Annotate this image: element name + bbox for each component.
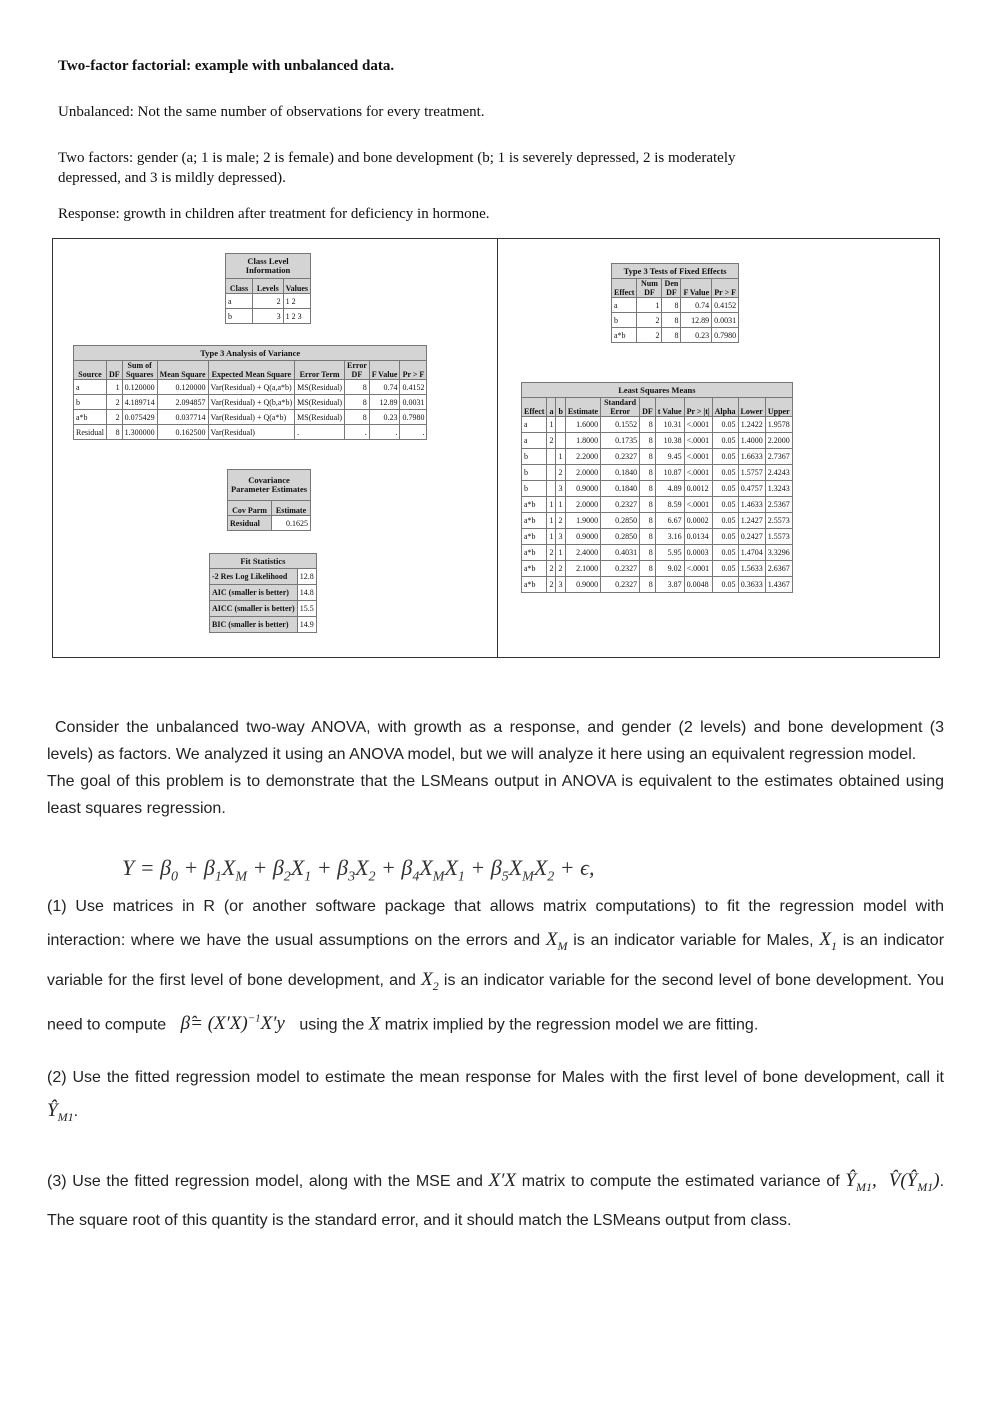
table-cell: 3.16 bbox=[655, 529, 684, 545]
q1-text-b: is an indicator variable for Males, bbox=[573, 932, 814, 949]
table-cell: 3 bbox=[556, 481, 565, 497]
header-cell: Alpha bbox=[712, 398, 738, 417]
table-cell: 14.8 bbox=[297, 585, 316, 601]
table-cell: 1.4367 bbox=[765, 577, 792, 593]
table-cell: 1.300000 bbox=[122, 425, 157, 440]
table-cell: 0.1840 bbox=[601, 465, 640, 481]
table-cell: 0.1840 bbox=[601, 481, 640, 497]
response-text: Response: growth in children after treatment for deficiency in hormone. bbox=[58, 206, 490, 222]
table-cell: . bbox=[400, 425, 427, 440]
table-cell: 1 2 bbox=[283, 294, 310, 309]
table-row bbox=[226, 294, 311, 309]
table-cell: 1 bbox=[547, 513, 556, 529]
table-cell: 2 bbox=[556, 561, 565, 577]
table-cell: <.0001 bbox=[684, 497, 712, 513]
table-cell: Var(Residual) + Q(a,a*b) bbox=[208, 380, 295, 395]
table-cell: 8 bbox=[345, 395, 370, 410]
header-cell: Cov Parm bbox=[228, 501, 272, 516]
table-row bbox=[522, 497, 793, 513]
table-cell: 9.45 bbox=[655, 449, 684, 465]
table-cell: 15.5 bbox=[297, 601, 316, 617]
table-cell: 10.31 bbox=[655, 417, 684, 433]
table-cell: AIC (smaller is better) bbox=[210, 585, 298, 601]
table-cell: 0.05 bbox=[712, 513, 738, 529]
table-cell: 0.0031 bbox=[400, 395, 427, 410]
table-cell: 0.0031 bbox=[712, 313, 739, 328]
table-cell: 0.05 bbox=[712, 465, 738, 481]
table-cell: 0.120000 bbox=[157, 380, 208, 395]
table-cell: 2 bbox=[253, 294, 284, 309]
table-cell: 4.189714 bbox=[122, 395, 157, 410]
q1-text-c: is an indicator variable for the first level of bone development, and bbox=[47, 932, 945, 989]
table-cell: 1 bbox=[556, 497, 565, 513]
header-cell: Mean Square bbox=[157, 361, 208, 380]
header-cell: Pr > |t| bbox=[684, 398, 712, 417]
table-cell: 2.2000 bbox=[765, 433, 792, 449]
table-cell: 8 bbox=[640, 417, 656, 433]
header-cell: b bbox=[556, 398, 565, 417]
table-cell: 0.2850 bbox=[601, 513, 640, 529]
table-cell: 0.2850 bbox=[601, 529, 640, 545]
table-row bbox=[522, 577, 793, 593]
fit-caption: Fit Statistics bbox=[210, 554, 317, 569]
table-cell: 0.037714 bbox=[157, 410, 208, 425]
table-cell: b bbox=[522, 465, 547, 481]
table-cell: 0.05 bbox=[712, 449, 738, 465]
table-cell: 0.05 bbox=[712, 433, 738, 449]
table-cell: 3 bbox=[556, 577, 565, 593]
table-cell: 1.6000 bbox=[565, 417, 600, 433]
table-cell: 0.0134 bbox=[684, 529, 712, 545]
table-cell bbox=[556, 433, 565, 449]
table-cell: 2.4243 bbox=[765, 465, 792, 481]
table-cell: 3.3296 bbox=[765, 545, 792, 561]
header-cell: Sum of Squares bbox=[122, 361, 157, 380]
header-cell: Standard Error bbox=[601, 398, 640, 417]
table-cell: 0.2427 bbox=[738, 529, 765, 545]
table-cell bbox=[547, 465, 556, 481]
table-cell: 8 bbox=[345, 410, 370, 425]
table-row bbox=[522, 561, 793, 577]
table-cell: b bbox=[522, 449, 547, 465]
table-cell: 6.67 bbox=[655, 513, 684, 529]
table-cell: 0.74 bbox=[369, 380, 400, 395]
table-cell bbox=[547, 449, 556, 465]
table-cell: 0.0048 bbox=[684, 577, 712, 593]
table-cell: 3 bbox=[556, 529, 565, 545]
table-cell: 2.094857 bbox=[157, 395, 208, 410]
x-1-symbol: $X_1$ bbox=[819, 929, 837, 953]
table-cell: . bbox=[295, 425, 345, 440]
table-cell: MS(Residual) bbox=[295, 410, 345, 425]
anova-caption: Type 3 Analysis of Variance bbox=[74, 346, 427, 361]
table-cell: 0.3633 bbox=[738, 577, 765, 593]
header-cell: Effect bbox=[522, 398, 547, 417]
table-cell: 0.1625 bbox=[272, 516, 311, 531]
table-cell: Residual bbox=[74, 425, 107, 440]
table-cell: 2 bbox=[547, 545, 556, 561]
table-cell: 0.9000 bbox=[565, 577, 600, 593]
table-cell: 1 bbox=[547, 417, 556, 433]
table-cell: <.0001 bbox=[684, 449, 712, 465]
table-cell: 0.05 bbox=[712, 529, 738, 545]
x-2-symbol: $X_2$ bbox=[421, 968, 439, 993]
table-cell: <.0001 bbox=[684, 417, 712, 433]
header-cell: a bbox=[547, 398, 556, 417]
table-cell: 2 bbox=[556, 513, 565, 529]
table-cell: 2 bbox=[547, 577, 556, 593]
table-row bbox=[210, 617, 317, 633]
question-2: (2) Use the fitted regression model to estimate the mean response for Males with the first level of bone development, call it $Ŷ_{M1}$. bbox=[47, 1068, 944, 1124]
table-row bbox=[210, 601, 317, 617]
table-cell: 0.05 bbox=[712, 497, 738, 513]
q1-text-e: using the bbox=[299, 1015, 365, 1033]
x-matrix-symbol: X bbox=[368, 1012, 381, 1034]
type3-tests-table bbox=[611, 263, 739, 343]
table-cell: a*b bbox=[522, 545, 547, 561]
header-cell: Source bbox=[74, 361, 107, 380]
table-cell: 0.2327 bbox=[601, 449, 640, 465]
table-cell: 2.0000 bbox=[565, 465, 600, 481]
table-cell: 0.05 bbox=[712, 417, 738, 433]
table-row bbox=[522, 481, 793, 497]
covparm-caption: Covariance Parameter Estimates bbox=[228, 470, 311, 501]
table-cell: 0.4757 bbox=[738, 481, 765, 497]
table-cell: a*b bbox=[74, 410, 107, 425]
table-cell: a*b bbox=[522, 513, 547, 529]
table-cell: 0.05 bbox=[712, 561, 738, 577]
table-cell: a*b bbox=[522, 497, 547, 513]
table-cell: 4.89 bbox=[655, 481, 684, 497]
table-cell: 0.1552 bbox=[601, 417, 640, 433]
table-cell: 10.87 bbox=[655, 465, 684, 481]
question-1 bbox=[47, 890, 944, 1041]
table-cell: a*b bbox=[612, 328, 637, 343]
table-row bbox=[210, 585, 317, 601]
table-row bbox=[612, 313, 739, 328]
table-cell: <.0001 bbox=[684, 465, 712, 481]
table-cell: a bbox=[74, 380, 107, 395]
beta-hat-formula: β̂= $(X'X)^{-1}X'y$ bbox=[180, 1012, 285, 1034]
xtx-symbol: X′X bbox=[488, 1169, 517, 1191]
y-hat-m1-symbol-2: $Ŷ_{M1}$, $V̂(Ŷ_{M1})$ bbox=[845, 1169, 940, 1194]
table-cell: 0.9000 bbox=[565, 529, 600, 545]
q2-text-a: (2) Use the fitted regression model to estimate the mean response for Males with the first level of bone development, call it bbox=[47, 1068, 944, 1086]
table-row bbox=[74, 395, 427, 410]
header-cell: F Value bbox=[369, 361, 400, 380]
table-cell: 5.95 bbox=[655, 545, 684, 561]
table-cell: 8 bbox=[640, 433, 656, 449]
table-cell: 1 bbox=[637, 298, 662, 313]
header-cell: Levels bbox=[253, 279, 284, 294]
table-cell: 0.075429 bbox=[122, 410, 157, 425]
q3-text-c: . The square root of this quantity is the standard error, and it should match the LSMeans output from class. bbox=[47, 1172, 945, 1229]
table-cell: 8 bbox=[640, 481, 656, 497]
table-cell: 3 bbox=[253, 309, 284, 324]
table-cell: 8 bbox=[640, 465, 656, 481]
table-cell: Var(Residual) + Q(a*b) bbox=[208, 410, 295, 425]
table-row bbox=[74, 380, 427, 395]
table-row bbox=[522, 417, 793, 433]
table-cell: 1.8000 bbox=[565, 433, 600, 449]
table-cell: 0.9000 bbox=[565, 481, 600, 497]
table-row bbox=[226, 309, 311, 324]
table-cell: 0.2327 bbox=[601, 577, 640, 593]
table-cell: 1.4633 bbox=[738, 497, 765, 513]
anova-table bbox=[73, 345, 427, 440]
table-cell: 8.59 bbox=[655, 497, 684, 513]
table-cell: b bbox=[226, 309, 253, 324]
table-cell: a bbox=[226, 294, 253, 309]
table-row bbox=[522, 545, 793, 561]
table-cell: 0.0003 bbox=[684, 545, 712, 561]
lsmeans-rows bbox=[522, 417, 793, 593]
table-cell: 1.5633 bbox=[738, 561, 765, 577]
class-level-table bbox=[225, 253, 311, 324]
table-row bbox=[74, 425, 427, 440]
table-cell: 1.2427 bbox=[738, 513, 765, 529]
table-cell: 0.7980 bbox=[400, 410, 427, 425]
y-hat-m1-symbol: $Ŷ_{M1}$ bbox=[47, 1099, 74, 1124]
table-cell: 2.7367 bbox=[765, 449, 792, 465]
table-row bbox=[522, 529, 793, 545]
table-cell: 2 bbox=[556, 465, 565, 481]
table-row bbox=[74, 410, 427, 425]
table-cell: 2 bbox=[547, 433, 556, 449]
table-cell: 2 bbox=[637, 313, 662, 328]
table-cell: 1.2422 bbox=[738, 417, 765, 433]
box-divider bbox=[497, 239, 498, 657]
table-cell: BIC (smaller is better) bbox=[210, 617, 298, 633]
table-cell: 1.5573 bbox=[765, 529, 792, 545]
table-cell: Var(Residual) bbox=[208, 425, 295, 440]
table-cell: 12.89 bbox=[681, 313, 712, 328]
table-cell: 1 2 3 bbox=[283, 309, 310, 324]
table-cell: a bbox=[612, 298, 637, 313]
table-cell: 1.3243 bbox=[765, 481, 792, 497]
header-cell: Expected Mean Square bbox=[208, 361, 295, 380]
table-cell: 1 bbox=[556, 449, 565, 465]
table-cell: 8 bbox=[640, 449, 656, 465]
table-cell: 1 bbox=[556, 545, 565, 561]
table-cell: 10.38 bbox=[655, 433, 684, 449]
table-cell: b bbox=[612, 313, 637, 328]
header-cell: Den DF bbox=[662, 279, 681, 298]
table-cell: MS(Residual) bbox=[295, 395, 345, 410]
fit-statistics-table bbox=[209, 553, 317, 633]
table-cell: 8 bbox=[662, 298, 681, 313]
q1-text-d: is an indicator variable for the second level of bone development. You need to compute bbox=[47, 971, 944, 1033]
header-cell: F Value bbox=[681, 279, 712, 298]
table-cell: 2 bbox=[637, 328, 662, 343]
table-cell: AICC (smaller is better) bbox=[210, 601, 298, 617]
header-cell: DF bbox=[640, 398, 656, 417]
table-cell: -2 Res Log Likelihood bbox=[210, 569, 298, 585]
sas-output-box bbox=[52, 238, 940, 658]
header-cell: Num DF bbox=[637, 279, 662, 298]
table-cell: 0.0002 bbox=[684, 513, 712, 529]
table-cell: 1.9000 bbox=[565, 513, 600, 529]
table-cell: 12.89 bbox=[369, 395, 400, 410]
table-cell: . bbox=[369, 425, 400, 440]
table-cell: 14.9 bbox=[297, 617, 316, 633]
header-cell: Class bbox=[226, 279, 253, 294]
table-cell: 1.9578 bbox=[765, 417, 792, 433]
table-row bbox=[522, 465, 793, 481]
table-cell: b bbox=[74, 395, 107, 410]
table-cell bbox=[556, 417, 565, 433]
table-row bbox=[522, 433, 793, 449]
table-cell: 0.05 bbox=[712, 545, 738, 561]
x-m-symbol: $X_M$ bbox=[545, 929, 568, 953]
table-cell: a bbox=[522, 433, 547, 449]
table-cell: 8 bbox=[640, 561, 656, 577]
table-cell: 9.02 bbox=[655, 561, 684, 577]
question-3 bbox=[47, 1164, 944, 1237]
regression-equation: $Y = \beta_0 + \beta_1X_M + \beta_2X_1 + \beta_3X_2 + \beta_4X_MX_1 + \beta_5X_MX_2 + \epsilon$, bbox=[122, 855, 595, 885]
table-cell: Residual bbox=[228, 516, 272, 531]
table-cell: 1 bbox=[107, 380, 123, 395]
header-cell: Effect bbox=[612, 279, 637, 298]
table-cell: a*b bbox=[522, 561, 547, 577]
table-cell: 1.5757 bbox=[738, 465, 765, 481]
table-cell: 8 bbox=[107, 425, 123, 440]
table-cell: 1.6633 bbox=[738, 449, 765, 465]
factors-text: Two factors: gender (a; 1 is male; 2 is female) and bone development (b; 1 is severely depressed, 2 is moderately depressed, and 3 is mildly depressed). bbox=[58, 150, 736, 186]
problem-goal: The goal of this problem is to demonstrate that the LSMeans output in ANOVA is equivalent to the estimates obtained using least squares regression. bbox=[47, 773, 944, 817]
table-cell: 0.162500 bbox=[157, 425, 208, 440]
unbalanced-text: Unbalanced: Not the same number of observations for every treatment. bbox=[58, 104, 485, 120]
table-cell: b bbox=[522, 481, 547, 497]
covparm-table bbox=[227, 469, 311, 531]
table-cell: Var(Residual) + Q(b,a*b) bbox=[208, 395, 295, 410]
header-cell: Error Term bbox=[295, 361, 345, 380]
header-cell: Values bbox=[283, 279, 310, 294]
table-cell: 0.23 bbox=[681, 328, 712, 343]
table-cell: 12.8 bbox=[297, 569, 316, 585]
table-row bbox=[522, 449, 793, 465]
table-cell: 0.2327 bbox=[601, 561, 640, 577]
table-cell: 0.4031 bbox=[601, 545, 640, 561]
table-cell: 0.2327 bbox=[601, 497, 640, 513]
table-cell: 0.4152 bbox=[400, 380, 427, 395]
table-cell: 8 bbox=[640, 577, 656, 593]
table-row bbox=[210, 569, 317, 585]
table-cell: 0.05 bbox=[712, 577, 738, 593]
table-cell: 2.4000 bbox=[565, 545, 600, 561]
table-cell: 8 bbox=[640, 513, 656, 529]
table-cell: <.0001 bbox=[684, 561, 712, 577]
table-cell: 1.4000 bbox=[738, 433, 765, 449]
table-cell: 0.05 bbox=[712, 481, 738, 497]
intro-section bbox=[58, 56, 958, 224]
lsmeans-table bbox=[521, 382, 793, 593]
header-cell: Pr > F bbox=[400, 361, 427, 380]
table-row bbox=[228, 516, 311, 531]
table-cell: 2 bbox=[547, 561, 556, 577]
table-cell: a*b bbox=[522, 529, 547, 545]
table-cell: a bbox=[522, 417, 547, 433]
class-level-caption: Class Level Information bbox=[226, 254, 311, 279]
problem-intro: Consider the unbalanced two-way ANOVA, with growth as a response, and gender (2 levels) and bone development (3 levels) as factors. We analyzed it using an ANOVA model, but we will analyze it here using an equivalent regression model. bbox=[47, 719, 944, 763]
table-cell: a*b bbox=[522, 577, 547, 593]
table-cell: 0.4152 bbox=[712, 298, 739, 313]
table-cell: 8 bbox=[662, 313, 681, 328]
header-cell: Lower bbox=[738, 398, 765, 417]
header-cell: Error DF bbox=[345, 361, 370, 380]
header-cell: Estimate bbox=[565, 398, 600, 417]
problem-section bbox=[47, 714, 944, 1237]
table-row bbox=[522, 513, 793, 529]
table-cell: 0.120000 bbox=[122, 380, 157, 395]
table-cell: 8 bbox=[640, 545, 656, 561]
table-cell: 2.5573 bbox=[765, 513, 792, 529]
table-cell: 8 bbox=[345, 380, 370, 395]
table-cell: . bbox=[345, 425, 370, 440]
doc-title: Two-factor factorial: example with unbalanced data. bbox=[58, 58, 395, 74]
table-cell: 8 bbox=[640, 529, 656, 545]
table-cell: 0.7980 bbox=[712, 328, 739, 343]
table-cell: 2 bbox=[107, 410, 123, 425]
type3-caption: Type 3 Tests of Fixed Effects bbox=[612, 264, 739, 279]
table-cell: 8 bbox=[640, 497, 656, 513]
header-cell: Estimate bbox=[272, 501, 311, 516]
header-cell: Upper bbox=[765, 398, 792, 417]
table-cell: MS(Residual) bbox=[295, 380, 345, 395]
header-cell: Pr > F bbox=[712, 279, 739, 298]
header-cell: DF bbox=[107, 361, 123, 380]
table-cell: 2.5367 bbox=[765, 497, 792, 513]
table-cell: 1 bbox=[547, 497, 556, 513]
lsmeans-caption: Least Squares Means bbox=[522, 383, 793, 398]
table-cell: 0.0012 bbox=[684, 481, 712, 497]
q3-text-b: matrix to compute the estimated variance of bbox=[521, 1172, 840, 1190]
table-cell: 0.1735 bbox=[601, 433, 640, 449]
header-cell: t Value bbox=[655, 398, 684, 417]
table-cell: 0.74 bbox=[681, 298, 712, 313]
table-cell: 2.1000 bbox=[565, 561, 600, 577]
table-cell: 2.0000 bbox=[565, 497, 600, 513]
table-row bbox=[612, 328, 739, 343]
table-cell bbox=[547, 481, 556, 497]
table-cell: 2 bbox=[107, 395, 123, 410]
table-cell: 3.87 bbox=[655, 577, 684, 593]
q1-text-f: matrix implied by the regression model we are fitting. bbox=[384, 1015, 759, 1033]
table-cell: 8 bbox=[662, 328, 681, 343]
q3-text-a: (3) Use the fitted regression model, along with the MSE and bbox=[47, 1172, 483, 1190]
table-cell: 2.2000 bbox=[565, 449, 600, 465]
table-cell: 1.4704 bbox=[738, 545, 765, 561]
table-cell: 2.6367 bbox=[765, 561, 792, 577]
q1-text-a: (1) Use matrices in R (or another software package that allows matrix computations) to fit the regression model with interaction: where we have the usual assumptions on the errors and bbox=[47, 898, 944, 949]
table-cell: 1 bbox=[547, 529, 556, 545]
table-row bbox=[612, 298, 739, 313]
table-cell: <.0001 bbox=[684, 433, 712, 449]
table-cell: 0.23 bbox=[369, 410, 400, 425]
